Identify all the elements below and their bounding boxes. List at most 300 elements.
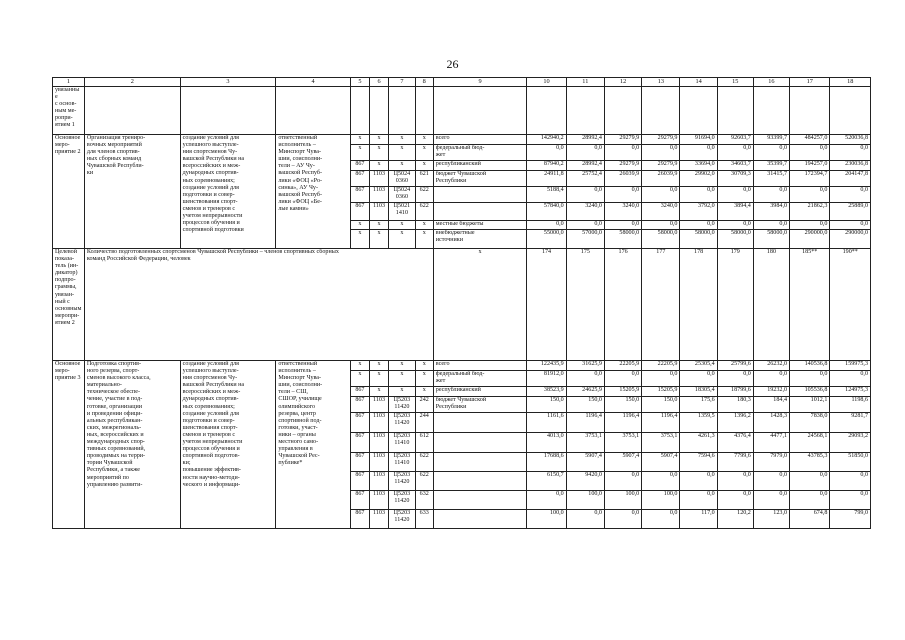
value-cell: 7594,6 bbox=[680, 453, 717, 472]
value-cell: 24911,8 bbox=[527, 171, 566, 187]
table-cell: 622 bbox=[415, 472, 433, 491]
table-cell: 867 bbox=[350, 433, 369, 453]
table-row bbox=[53, 78, 871, 87]
measure-name: Организация трениро- вочных мероприятий для членов спортив- ных сборных команд Чувашской Республи- ки bbox=[84, 135, 180, 249]
header-cell: 4 bbox=[276, 78, 350, 87]
value-cell: 0,0 bbox=[717, 371, 753, 387]
empty-cell bbox=[415, 87, 433, 135]
table-cell: x bbox=[389, 361, 416, 371]
table-cell: 621 bbox=[415, 171, 433, 187]
value-cell: 33694,0 bbox=[680, 161, 717, 171]
funding-source bbox=[433, 453, 527, 472]
value-cell: 91694,0 bbox=[680, 135, 717, 145]
table-cell: x bbox=[433, 249, 527, 361]
value-cell: 58000,0 bbox=[604, 230, 641, 249]
table-cell: x bbox=[389, 371, 416, 387]
table-row bbox=[53, 135, 871, 145]
value-cell: 7799,6 bbox=[717, 453, 753, 472]
value-cell: 120,2 bbox=[717, 510, 753, 529]
value-cell: 24625,9 bbox=[566, 387, 604, 397]
value-cell: 0,0 bbox=[604, 221, 641, 230]
value-cell: 177 bbox=[642, 249, 680, 361]
value-cell: 3984,0 bbox=[753, 203, 789, 221]
table-cell: x bbox=[369, 145, 388, 161]
header-cell: 6 bbox=[369, 78, 388, 87]
table-cell: x bbox=[350, 361, 369, 371]
value-cell: 31625,9 bbox=[566, 361, 604, 371]
value-cell: 100,0 bbox=[604, 491, 641, 510]
value-cell: 0,0 bbox=[604, 472, 641, 491]
value-cell: 142940,2 bbox=[527, 135, 566, 145]
value-cell: 1196,4 bbox=[642, 413, 680, 433]
value-cell: 55000,0 bbox=[527, 230, 566, 249]
value-cell: 58000,0 bbox=[717, 230, 753, 249]
value-cell: 100,0 bbox=[642, 491, 680, 510]
value-cell: 34603,7 bbox=[717, 161, 753, 171]
value-cell: 0,0 bbox=[830, 491, 871, 510]
value-cell: 3894,4 bbox=[717, 203, 753, 221]
value-cell: 185** bbox=[790, 249, 830, 361]
row-label: увязанные с основ- ным ме- ропри- ятием 1 bbox=[53, 87, 85, 135]
table-cell: 622 bbox=[415, 203, 433, 221]
value-cell: 178 bbox=[680, 249, 717, 361]
value-cell: 122435,9 bbox=[527, 361, 566, 371]
value-cell: 176 bbox=[604, 249, 641, 361]
table-row bbox=[53, 87, 871, 135]
table-cell: Ц5203 11410 bbox=[389, 453, 416, 472]
header-cell: 1 bbox=[53, 78, 85, 87]
table-cell: 867 bbox=[350, 171, 369, 187]
value-cell: 19232,0 bbox=[753, 387, 789, 397]
table-cell: 633 bbox=[415, 510, 433, 529]
funding-source: федеральный бюд- жет bbox=[433, 145, 527, 161]
header-cell: 11 bbox=[566, 78, 604, 87]
header-cell: 10 bbox=[527, 78, 566, 87]
row-label: Целевой показа- тель (ин- дикатор) подпро- граммы, увязан- ный с основным меропри- ятием 2 bbox=[53, 249, 85, 361]
value-cell: 290000,0 bbox=[790, 230, 830, 249]
empty-cell bbox=[350, 87, 369, 135]
value-cell: 29093,2 bbox=[830, 433, 871, 453]
value-cell: 0,0 bbox=[717, 145, 753, 161]
value-cell: 3753,1 bbox=[642, 433, 680, 453]
value-cell: 22205,9 bbox=[604, 361, 641, 371]
value-cell: 57840,0 bbox=[527, 203, 566, 221]
table-cell: Ц5203 11420 bbox=[389, 397, 416, 413]
value-cell: 18305,4 bbox=[680, 387, 717, 397]
empty-cell bbox=[276, 87, 350, 135]
value-cell: 1012,1 bbox=[790, 397, 830, 413]
value-cell: 26039,9 bbox=[642, 171, 680, 187]
value-cell: 0,0 bbox=[566, 221, 604, 230]
value-cell: 0,0 bbox=[527, 221, 566, 230]
table-cell: x bbox=[369, 230, 388, 249]
value-cell: 124975,3 bbox=[830, 387, 871, 397]
value-cell: 3240,0 bbox=[604, 203, 641, 221]
value-cell: 0,0 bbox=[753, 472, 789, 491]
expected-result: создание условий для успешного выступле- ния спортсменов Чу- вашской Республики на всероссийских и меж- дународных спортив- ных соревнованиях; создание условий для подготовки и совер- шенствования спорт- сменов и тренеров с учетом непрерывности процессов обучения и спортивной подготов- ки; повышение эффектив- ности научно-методи- ческого и информаци- bbox=[180, 361, 276, 529]
table-cell: x bbox=[415, 135, 433, 145]
funding-source bbox=[433, 203, 527, 221]
table-cell: Ц5021 1410 bbox=[389, 203, 416, 221]
value-cell: 17688,6 bbox=[527, 453, 566, 472]
empty-cell bbox=[369, 87, 388, 135]
table-cell: x bbox=[389, 230, 416, 249]
table-cell: x bbox=[415, 361, 433, 371]
value-cell: 29279,9 bbox=[604, 161, 641, 171]
value-cell: 0,0 bbox=[642, 472, 680, 491]
table-cell: 1103 bbox=[369, 453, 388, 472]
header-cell: 15 bbox=[717, 78, 753, 87]
value-cell: 4261,3 bbox=[680, 433, 717, 453]
value-cell: 87940,2 bbox=[527, 161, 566, 171]
value-cell: 175 bbox=[566, 249, 604, 361]
value-cell: 0,0 bbox=[830, 145, 871, 161]
table-cell: x bbox=[369, 161, 388, 171]
value-cell: 21862,3 bbox=[790, 203, 830, 221]
value-cell: 24568,1 bbox=[790, 433, 830, 453]
value-cell: 0,0 bbox=[604, 145, 641, 161]
value-cell: 150,0 bbox=[604, 397, 641, 413]
table-cell: 632 bbox=[415, 491, 433, 510]
empty-cell bbox=[180, 87, 276, 135]
value-cell: 81912,0 bbox=[527, 371, 566, 387]
value-cell: 29902,0 bbox=[680, 171, 717, 187]
value-cell: 1396,2 bbox=[717, 413, 753, 433]
value-cell: 25305,4 bbox=[680, 361, 717, 371]
empty-cell bbox=[753, 87, 789, 135]
value-cell: 15205,9 bbox=[642, 387, 680, 397]
value-cell: 1196,4 bbox=[566, 413, 604, 433]
value-cell: 0,0 bbox=[717, 491, 753, 510]
value-cell: 0,0 bbox=[790, 187, 830, 203]
value-cell: 0,0 bbox=[753, 145, 789, 161]
value-cell: 1359,5 bbox=[680, 413, 717, 433]
table-cell: 867 bbox=[350, 161, 369, 171]
funding-source: всего bbox=[433, 135, 527, 145]
table-cell: x bbox=[350, 230, 369, 249]
table-cell: 1103 bbox=[369, 203, 388, 221]
empty-cell bbox=[680, 87, 717, 135]
value-cell: 0,0 bbox=[790, 491, 830, 510]
value-cell: 0,0 bbox=[642, 187, 680, 203]
table-cell: x bbox=[350, 221, 369, 230]
value-cell: 4376,4 bbox=[717, 433, 753, 453]
value-cell: 172394,7 bbox=[790, 171, 830, 187]
value-cell: 0,0 bbox=[680, 371, 717, 387]
table-cell: Ц5024 0360 bbox=[389, 187, 416, 203]
value-cell: 29279,9 bbox=[642, 135, 680, 145]
funding-source: бюджет Чувашской Республики bbox=[433, 171, 527, 187]
funding-source: федеральный бюд- жет bbox=[433, 371, 527, 387]
value-cell: 799,0 bbox=[830, 510, 871, 529]
value-cell: 0,0 bbox=[717, 472, 753, 491]
value-cell: 4477,1 bbox=[753, 433, 789, 453]
table-cell: 867 bbox=[350, 397, 369, 413]
table-row bbox=[53, 249, 871, 361]
empty-cell bbox=[604, 87, 641, 135]
value-cell: 0,0 bbox=[830, 472, 871, 491]
value-cell: 4013,0 bbox=[527, 433, 566, 453]
value-cell: 674,8 bbox=[790, 510, 830, 529]
value-cell: 93399,7 bbox=[753, 135, 789, 145]
value-cell: 0,0 bbox=[753, 371, 789, 387]
value-cell: 0,0 bbox=[830, 221, 871, 230]
empty-cell bbox=[433, 87, 527, 135]
value-cell: 29279,9 bbox=[604, 135, 641, 145]
table-cell: Ц5203 11410 bbox=[389, 433, 416, 453]
table-cell: x bbox=[369, 387, 388, 397]
table-cell: x bbox=[415, 145, 433, 161]
value-cell: 1198,6 bbox=[830, 397, 871, 413]
table-row bbox=[53, 361, 871, 371]
table-cell: x bbox=[415, 161, 433, 171]
header-cell: 13 bbox=[642, 78, 680, 87]
value-cell: 0,0 bbox=[604, 371, 641, 387]
value-cell: 0,0 bbox=[790, 221, 830, 230]
table-cell: 622 bbox=[415, 187, 433, 203]
value-cell: 25799,6 bbox=[717, 361, 753, 371]
table-cell: x bbox=[389, 135, 416, 145]
value-cell: 230036,8 bbox=[830, 161, 871, 171]
value-cell: 0,0 bbox=[680, 472, 717, 491]
table-cell: 1103 bbox=[369, 397, 388, 413]
value-cell: 1428,3 bbox=[753, 413, 789, 433]
funding-source bbox=[433, 413, 527, 433]
value-cell: 0,0 bbox=[566, 510, 604, 529]
header-cell: 14 bbox=[680, 78, 717, 87]
value-cell: 150,0 bbox=[566, 397, 604, 413]
value-cell: 117,0 bbox=[680, 510, 717, 529]
value-cell: 0,0 bbox=[790, 472, 830, 491]
value-cell: 0,0 bbox=[753, 187, 789, 203]
value-cell: 0,0 bbox=[642, 510, 680, 529]
funding-source: республиканский bbox=[433, 161, 527, 171]
value-cell: 92603,7 bbox=[717, 135, 753, 145]
funding-source bbox=[433, 472, 527, 491]
value-cell: 179 bbox=[717, 249, 753, 361]
table-cell: x bbox=[350, 371, 369, 387]
table-cell: 867 bbox=[350, 413, 369, 433]
value-cell: 58000,0 bbox=[642, 230, 680, 249]
value-cell: 159975,3 bbox=[830, 361, 871, 371]
table-cell: Ц5024 0360 bbox=[389, 171, 416, 187]
value-cell: 18799,6 bbox=[717, 387, 753, 397]
table-cell: 1103 bbox=[369, 171, 388, 187]
funding-source: республиканский bbox=[433, 387, 527, 397]
table-cell: x bbox=[389, 161, 416, 171]
funding-source: всего bbox=[433, 361, 527, 371]
table-cell: 867 bbox=[350, 491, 369, 510]
table-cell: x bbox=[389, 387, 416, 397]
executor: ответственный исполнитель – Минспорт Чува- шии, соисполни- тели – АУ Чу- вашской Респуб- лики «ФОЦ «Ро- синка», АУ Чу- вашской Респуб- лики «ФОЦ «Бе- лые камни» bbox=[276, 135, 350, 249]
header-cell: 9 bbox=[433, 78, 527, 87]
value-cell: 51850,0 bbox=[830, 453, 871, 472]
value-cell: 0,0 bbox=[566, 145, 604, 161]
value-cell: 0,0 bbox=[790, 371, 830, 387]
value-cell: 43785,3 bbox=[790, 453, 830, 472]
table-cell: 1103 bbox=[369, 491, 388, 510]
value-cell: 0,0 bbox=[680, 145, 717, 161]
value-cell: 484257,0 bbox=[790, 135, 830, 145]
value-cell: 0,0 bbox=[604, 187, 641, 203]
indicator-description: Количество подготовленных спортсменов Чувашской Республики – членов спортивных сборных команд Российской Федерации, человек bbox=[84, 249, 433, 361]
value-cell: 150,0 bbox=[642, 397, 680, 413]
value-cell: 5188,4 bbox=[527, 187, 566, 203]
value-cell: 194257,0 bbox=[790, 161, 830, 171]
value-cell: 5907,4 bbox=[642, 453, 680, 472]
value-cell: 58000,0 bbox=[680, 230, 717, 249]
table-cell: Ц5203 11420 bbox=[389, 510, 416, 529]
value-cell: 25889,0 bbox=[830, 203, 871, 221]
value-cell: 15205,9 bbox=[604, 387, 641, 397]
value-cell: 0,0 bbox=[790, 145, 830, 161]
value-cell: 9420,0 bbox=[566, 472, 604, 491]
value-cell: 1161,6 bbox=[527, 413, 566, 433]
value-cell: 105536,8 bbox=[790, 387, 830, 397]
budget-table bbox=[52, 77, 871, 529]
value-cell: 29279,9 bbox=[642, 161, 680, 171]
table-cell: 867 bbox=[350, 472, 369, 491]
empty-cell bbox=[830, 87, 871, 135]
table-cell: x bbox=[389, 145, 416, 161]
table-cell: x bbox=[369, 371, 388, 387]
value-cell: 0,0 bbox=[717, 221, 753, 230]
table-cell: Ц5203 11420 bbox=[389, 413, 416, 433]
value-cell: 123,0 bbox=[753, 510, 789, 529]
empty-cell bbox=[790, 87, 830, 135]
value-cell: 9281,7 bbox=[830, 413, 871, 433]
table-cell: 244 bbox=[415, 413, 433, 433]
table-cell: 1103 bbox=[369, 433, 388, 453]
table-cell: x bbox=[415, 230, 433, 249]
value-cell: 150,0 bbox=[527, 397, 566, 413]
empty-cell bbox=[566, 87, 604, 135]
table-cell: 1103 bbox=[369, 413, 388, 433]
value-cell: 3240,0 bbox=[566, 203, 604, 221]
value-cell: 180,3 bbox=[717, 397, 753, 413]
value-cell: 7838,0 bbox=[790, 413, 830, 433]
value-cell: 190** bbox=[830, 249, 871, 361]
empty-cell bbox=[389, 87, 416, 135]
table-cell: x bbox=[369, 361, 388, 371]
value-cell: 100,0 bbox=[566, 491, 604, 510]
value-cell: 0,0 bbox=[717, 187, 753, 203]
value-cell: 3792,0 bbox=[680, 203, 717, 221]
table-cell: Ц5203 11420 bbox=[389, 472, 416, 491]
table-cell: x bbox=[415, 387, 433, 397]
value-cell: 30709,3 bbox=[717, 171, 753, 187]
table-cell: 1103 bbox=[369, 472, 388, 491]
value-cell: 31415,7 bbox=[753, 171, 789, 187]
value-cell: 22205,9 bbox=[642, 361, 680, 371]
value-cell: 3240,0 bbox=[642, 203, 680, 221]
expected-result: создание условий для успешного выступле- ния спортсменов Чу- вашской Республики на всероссийских и меж- дународных спортив- ных соревнованиях; создание условий для подготовки и совер- шенствования спорт- сменов и тренеров с учетом непрерывности процессов обучения и спортивной подготовки bbox=[180, 135, 276, 249]
header-cell: 5 bbox=[350, 78, 369, 87]
table-cell: 867 bbox=[350, 510, 369, 529]
table-cell: x bbox=[389, 221, 416, 230]
table-cell: 867 bbox=[350, 387, 369, 397]
value-cell: 0,0 bbox=[604, 510, 641, 529]
value-cell: 290000,0 bbox=[830, 230, 871, 249]
funding-source: бюджет Чувашской Республики bbox=[433, 397, 527, 413]
value-cell: 0,0 bbox=[680, 221, 717, 230]
executor: ответственный исполнитель – Минспорт Чува- шии, соисполни- тели – СШ, СШОР, училище олимпийского резерва, центр спортивной под- готовки, участ- ники – органы местного само- управления в Чувашской Рес- публике* bbox=[276, 361, 350, 529]
value-cell: 180 bbox=[753, 249, 789, 361]
value-cell: 0,0 bbox=[680, 187, 717, 203]
value-cell: 0,0 bbox=[527, 491, 566, 510]
value-cell: 38523,9 bbox=[527, 387, 566, 397]
value-cell: 25752,4 bbox=[566, 171, 604, 187]
value-cell: 0,0 bbox=[830, 371, 871, 387]
value-cell: 58000,0 bbox=[753, 230, 789, 249]
value-cell: 0,0 bbox=[830, 187, 871, 203]
value-cell: 520036,8 bbox=[830, 135, 871, 145]
header-cell: 7 bbox=[389, 78, 416, 87]
table-cell: Ц5203 11420 bbox=[389, 491, 416, 510]
table-cell: x bbox=[350, 145, 369, 161]
funding-source bbox=[433, 433, 527, 453]
value-cell: 0,0 bbox=[642, 145, 680, 161]
value-cell: 140536,8 bbox=[790, 361, 830, 371]
measure-name: Подготовка спортив- ного резерва, спорт- сменов высокого класса, материально- техническое обеспе- чение, участие в под- готовке, организации и проведении офици- альных республикан- ских, межрегиональ- ных, всероссийских и международных спор- тивных соревнований, проводимых на терри- тории Чувашской Республики, а также мероприятий по управлению развити- bbox=[84, 361, 180, 529]
header-cell: 2 bbox=[84, 78, 180, 87]
funding-source bbox=[433, 187, 527, 203]
funding-source bbox=[433, 510, 527, 529]
value-cell: 175,6 bbox=[680, 397, 717, 413]
value-cell: 28992,4 bbox=[566, 135, 604, 145]
table-cell: 242 bbox=[415, 397, 433, 413]
table-cell: x bbox=[369, 221, 388, 230]
table-cell: 867 bbox=[350, 453, 369, 472]
value-cell: 100,0 bbox=[527, 510, 566, 529]
table-cell: x bbox=[369, 135, 388, 145]
value-cell: 174 bbox=[527, 249, 566, 361]
table-cell: x bbox=[415, 371, 433, 387]
table-cell: 1103 bbox=[369, 510, 388, 529]
value-cell: 184,4 bbox=[753, 397, 789, 413]
value-cell: 5907,4 bbox=[566, 453, 604, 472]
empty-cell bbox=[84, 87, 180, 135]
value-cell: 0,0 bbox=[680, 491, 717, 510]
header-cell: 18 bbox=[830, 78, 871, 87]
value-cell: 28992,4 bbox=[566, 161, 604, 171]
value-cell: 26039,9 bbox=[604, 171, 641, 187]
value-cell: 3753,1 bbox=[566, 433, 604, 453]
empty-cell bbox=[527, 87, 566, 135]
value-cell: 0,0 bbox=[566, 371, 604, 387]
table-cell: x bbox=[415, 221, 433, 230]
funding-source: местные бюджеты bbox=[433, 221, 527, 230]
value-cell: 7979,0 bbox=[753, 453, 789, 472]
value-cell: 57000,0 bbox=[566, 230, 604, 249]
empty-cell bbox=[717, 87, 753, 135]
value-cell: 0,0 bbox=[566, 187, 604, 203]
header-cell: 17 bbox=[790, 78, 830, 87]
value-cell: 35399,7 bbox=[753, 161, 789, 171]
value-cell: 204147,8 bbox=[830, 171, 871, 187]
table-cell: 867 bbox=[350, 203, 369, 221]
page-number: 26 bbox=[446, 57, 459, 71]
value-cell: 0,0 bbox=[642, 221, 680, 230]
table-cell: 1103 bbox=[369, 187, 388, 203]
value-cell: 26232,0 bbox=[753, 361, 789, 371]
value-cell: 5907,4 bbox=[604, 453, 641, 472]
value-cell: 0,0 bbox=[753, 491, 789, 510]
table-cell: 612 bbox=[415, 433, 433, 453]
value-cell: 0,0 bbox=[642, 371, 680, 387]
header-cell: 16 bbox=[753, 78, 789, 87]
empty-cell bbox=[642, 87, 680, 135]
